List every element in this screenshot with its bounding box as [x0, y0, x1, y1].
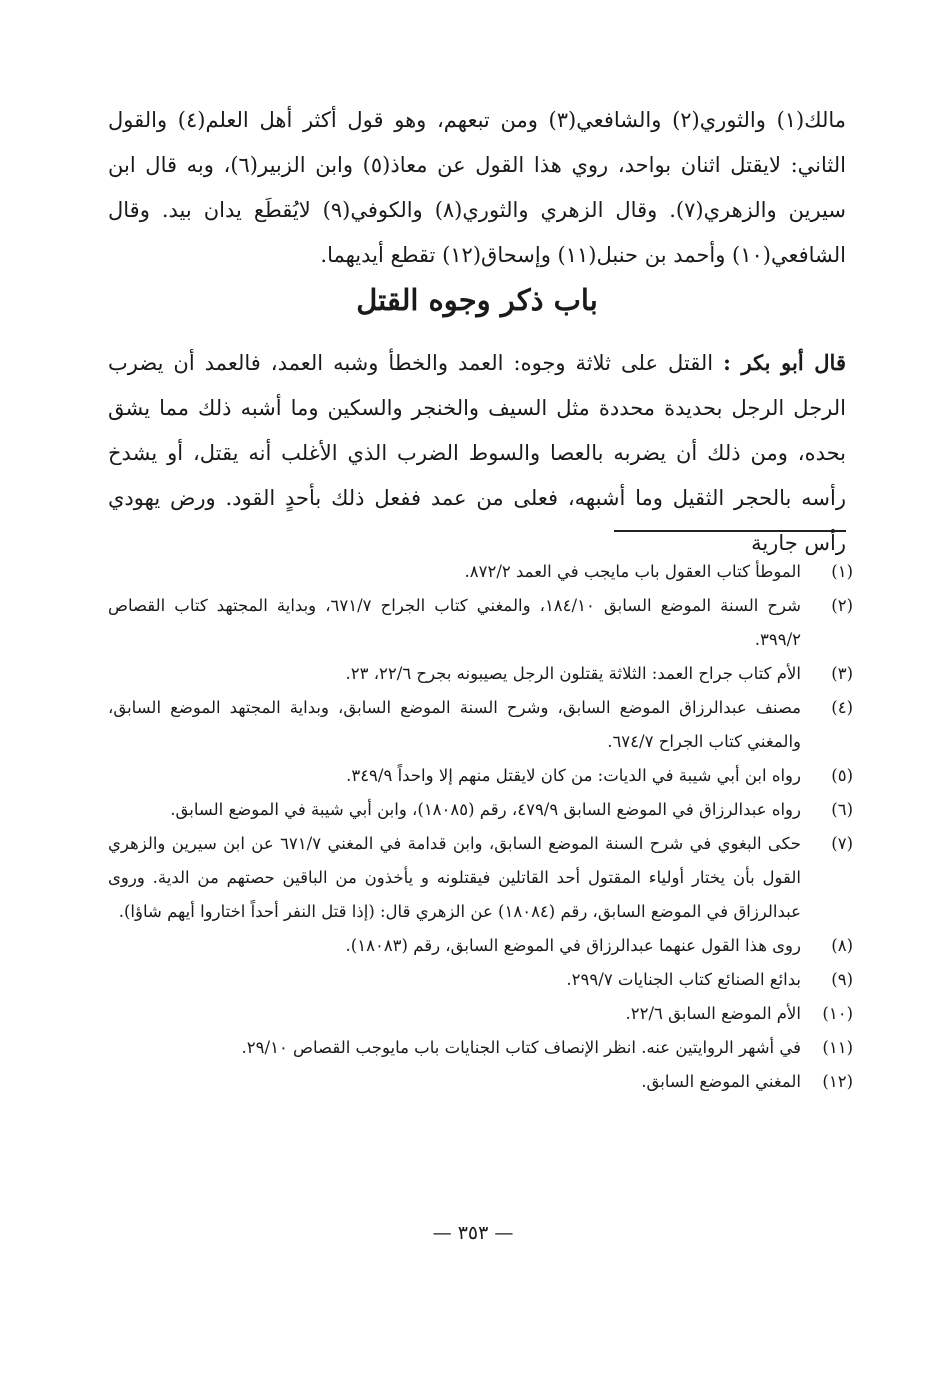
footnote-number: (٥): [831, 766, 853, 785]
footnote-text: بدائع الصنائع كتاب الجنايات ٢٩٩/٧.: [566, 970, 801, 989]
footnote-number: (٨): [831, 936, 853, 955]
footnote-text: المغني الموضع السابق.: [641, 1072, 801, 1091]
footnote-divider: [614, 530, 846, 532]
footnote-text: شرح السنة الموضع السابق ١٨٤/١٠، والمغني كتاب الجراح ٦٧١/٧، وبداية المجتهد كتاب القصاص ٣٩٩/٢.: [108, 596, 801, 649]
footnote-number: (٣): [831, 664, 853, 683]
footnote-text: رواه ابن أبي شيبة في الديات: من كان لايقتل منهم إلا واحداً ٣٤٩/٩.: [346, 766, 801, 785]
footnote-text: روى هذا القول عنهما عبدالرزاق في الموضع السابق، رقم (١٨٠٨٣).: [345, 936, 801, 955]
footnote-4: [108, 691, 853, 759]
footnote-text: في أشهر الروايتين عنه. انظر الإنصاف كتاب الجنايات باب مايوجب القصاص ٢٩/١٠.: [241, 1038, 801, 1057]
footnote-text: الموطأ كتاب العقول باب مايجب في العمد ٨٧٢/٢.: [464, 562, 801, 581]
footnote-9: [108, 963, 853, 997]
footnote-number: (١١): [822, 1038, 853, 1057]
footnote-number: (١٠): [822, 1004, 853, 1023]
body-paragraph-1: مالك(١) والثوري(٢) والشافعي(٣) ومن تبعهم، وهو قول أكثر أهل العلم(٤) والقول الثاني: لايقتل اثنان بواحد، روي هذا القول عن معاذ(٥) وابن الزبير(٦)، وبه قال ابن سيرين والزهري(٧). وقال الزهري والثوري(٨) والكوفي(٩) لايُقطَع يدان بيد. وقال الشافعي(١٠) وأحمد بن حنبل(١١) وإسحاق(١٢) تقطع أيديهما.: [108, 108, 846, 267]
footnote-number: (١٢): [822, 1072, 853, 1091]
footnote-3: [108, 657, 853, 691]
footnote-7: [108, 827, 853, 929]
speaker-label: قال أبو بكر :: [723, 350, 846, 375]
footnote-number: (٩): [831, 970, 853, 989]
footnote-6: [108, 793, 853, 827]
footnote-number: (٢): [831, 596, 853, 615]
footnote-11: [108, 1031, 853, 1065]
footnote-number: (٦): [831, 800, 853, 819]
footnote-text: حكى البغوي في شرح السنة الموضع السابق، وابن قدامة في المغني ٦٧١/٧ عن ابن سيرين والزهري القول بأن يختار أولياء المقتول أحد القاتلين فيقتلونه و يأخذون من الباقين حصتهم من الدية. وروى عبدالرزاق في الموضع السابق، رقم (١٨٠٨٤) عن الزهري قال: (إذا قتل النفر أحداً اختاروا أيهم شاؤا).: [108, 834, 801, 921]
footnote-10: [108, 997, 853, 1031]
footnote-number: (٤): [831, 698, 853, 717]
footnote-2: [108, 589, 853, 657]
body-paragraph-2: [108, 340, 846, 566]
footnote-1: [108, 555, 853, 589]
footnote-number: (١): [831, 562, 853, 581]
footnote-text: الأم الموضع السابق ٢٢/٦.: [625, 1004, 801, 1023]
footnote-8: [108, 929, 853, 963]
footnote-12: [108, 1065, 853, 1099]
section-heading: باب ذكر وجوه القتل: [356, 283, 598, 317]
footnotes-list: [108, 555, 853, 1099]
footnote-text: الأم كتاب جراح العمد: الثلاثة يقتلون الرجل يصيبونه بجرح ٢٢/٦، ٢٣.: [345, 664, 801, 683]
footnote-5: [108, 759, 853, 793]
footnote-text: مصنف عبدالرزاق الموضع السابق، وشرح السنة الموضع السابق، وبداية المجتهد الموضع السابق، والمغني كتاب الجراح ٦٧٤/٧.: [108, 698, 801, 751]
footnote-text: رواه عبدالرزاق في الموضع السابق ٤٧٩/٩، رقم (١٨٠٨٥)، وابن أبي شيبة في الموضع السابق.: [170, 800, 801, 819]
page-number: — ٣٥٣ —: [432, 1222, 514, 1244]
paragraph-2-text: القتل على ثلاثة وجوه: العمد والخطأ وشبه العمد، فالعمد أن يضرب الرجل الرجل بحديدة محددة مثل السيف والخنجر والسكين وما أشبه ذلك مما يشق بحده، ومن ذلك أن يضربه بالعصا والسوط الضرب الذي الأغلب أنه يقتل، أو يشدخ رأسه بالحجر الثقيل وما أشبهه، فعلى من عمد ففعل ذلك بأحدٍ القود. ورض يهودي رأس جارية: [108, 351, 846, 555]
footnote-number: (٧): [831, 834, 853, 853]
